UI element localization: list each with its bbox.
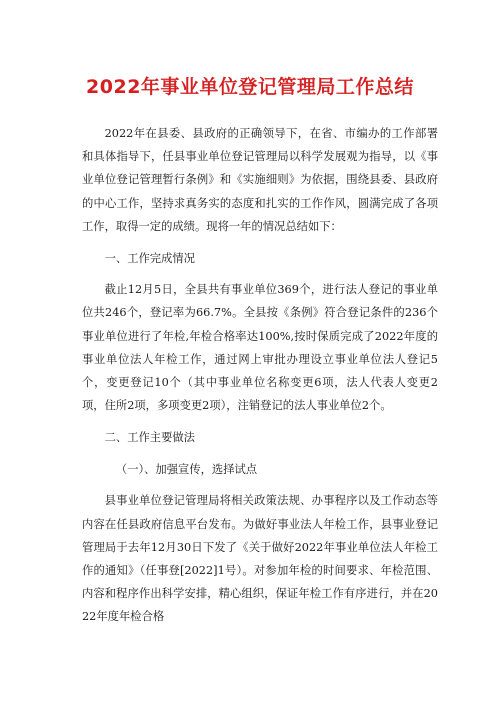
section-heading-main-practices: 二、工作主要做法 <box>104 430 195 444</box>
work-completion-paragraph: 截止12月5日，全县共有事业单位369个，进行法人登记的事业单位共246个，登记率为66.7%。全县按《条例》符合登记条件的236个事业单位进行了年检,年检合格率达100%,按时保质完成了2022年度的事业单位法人年检工作，通过网上审批办理设立事业单位法人登记5个，变更登记10个（其中事业单位名称变更6项，法人代表人变更2项，住所2项，多项变更2项），注销登记的法人事业单位2个。 <box>82 283 438 413</box>
section-heading-work-completion: 一、工作完成情况 <box>104 251 195 265</box>
subsection-heading-publicity: （一）、加强宣传，选择试点 <box>115 462 258 476</box>
document-body <box>82 122 438 637</box>
intro-paragraph: 2022年在县委、县政府的正确领导下，在省、市编办的工作部署和具体指导下，任县事业单位登记管理局以科学发展观为指导，以《事业单位登记管理暂行条例》和《实施细则》为依据，围绕县委、县政府的中心工作，坚持求真务实的态度和扎实的工作作风，圆满完成了各项工作，取得一定的成绩。现将一年的情况总结如下： <box>82 127 438 233</box>
document-title: 2022年事业单位登记管理局工作总结 <box>86 76 414 98</box>
publicity-paragraph: 县事业单位登记管理局将相关政策法规、办事程序以及工作动态等内容在任县政府信息平台发布。为做好事业法人年检工作，县事业登记管理局于去年12月30日下发了《关于做好2022年事业单位法人年检工作的通知》（任事登[2022]1号）。对参加年检的时间要求、年检范围、内容和程序作出科学安排，精心组织，保证年检工作有序进行，并在2022年度年检合格 <box>82 494 438 624</box>
